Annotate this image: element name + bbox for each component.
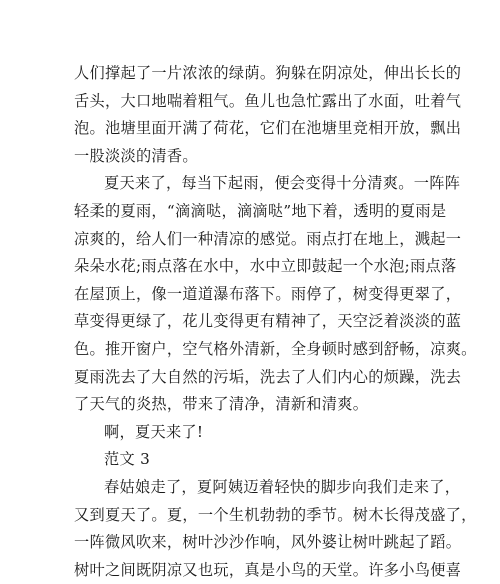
text-line-6: 轻柔的夏雨，“滴滴哒，滴滴哒”地下着，透明的夏雨是	[74, 201, 447, 220]
text-line-7: 凉爽的，给人们一种清凉的感觉。雨点打在地上，溅起一	[74, 229, 462, 248]
text-line-8: 朵朵水花;雨点落在水中，水中立即鼓起一个水泡;雨点落	[74, 257, 457, 276]
text-line-10: 草变得更绿了，花儿变得更有精神了，天空泛着淡淡的蓝	[74, 312, 462, 331]
text-line-4: 一股淡淡的清香。	[74, 146, 198, 165]
text-line-14: 啊，夏天来了!	[104, 422, 204, 441]
text-line-2: 舌头，大口地喘着粗气。鱼儿也急忙露出了水面，吐着气	[74, 91, 462, 110]
text-line-19: 树叶之间既阴凉又也玩，真是小鸟的天堂。许多小鸟便喜	[74, 560, 462, 579]
text-line-3: 泡。池塘里面开满了荷花，它们在池塘里竞相开放，飘出	[74, 119, 462, 138]
text-line-1: 人们撑起了一片浓浓的绿荫。狗躲在阴凉处，伸出长长的	[74, 64, 462, 82]
text-line-16: 春姑娘走了，夏阿姨迈着轻快的脚步向我们走来了，	[104, 477, 461, 496]
text-line-9: 在屋顶上，像一道道瀑布落下。雨停了，树变得更翠了，	[74, 284, 462, 303]
text-line-18: 一阵微风吹来，树叶沙沙作响，风外婆让树叶跳起了蹈。	[74, 533, 462, 552]
text-line-13: 了天气的炎热，带来了清净，清新和清爽。	[74, 395, 369, 414]
document-page	[74, 60, 477, 584]
section-heading: 范文 3	[104, 450, 151, 469]
text-line-12: 夏雨洗去了大自然的污垢，洗去了人们内心的烦躁，洗去	[74, 367, 462, 386]
text-line-11: 色。推开窗户，空气格外清新，全身顿时感到舒畅，凉爽。	[74, 339, 477, 358]
text-line-17: 又到夏天了。夏，一个生机勃勃的季节。树木长得茂盛了，	[74, 505, 477, 524]
text-line-5: 夏天来了，每当下起雨，便会变得十分清爽。一阵阵	[104, 174, 461, 193]
